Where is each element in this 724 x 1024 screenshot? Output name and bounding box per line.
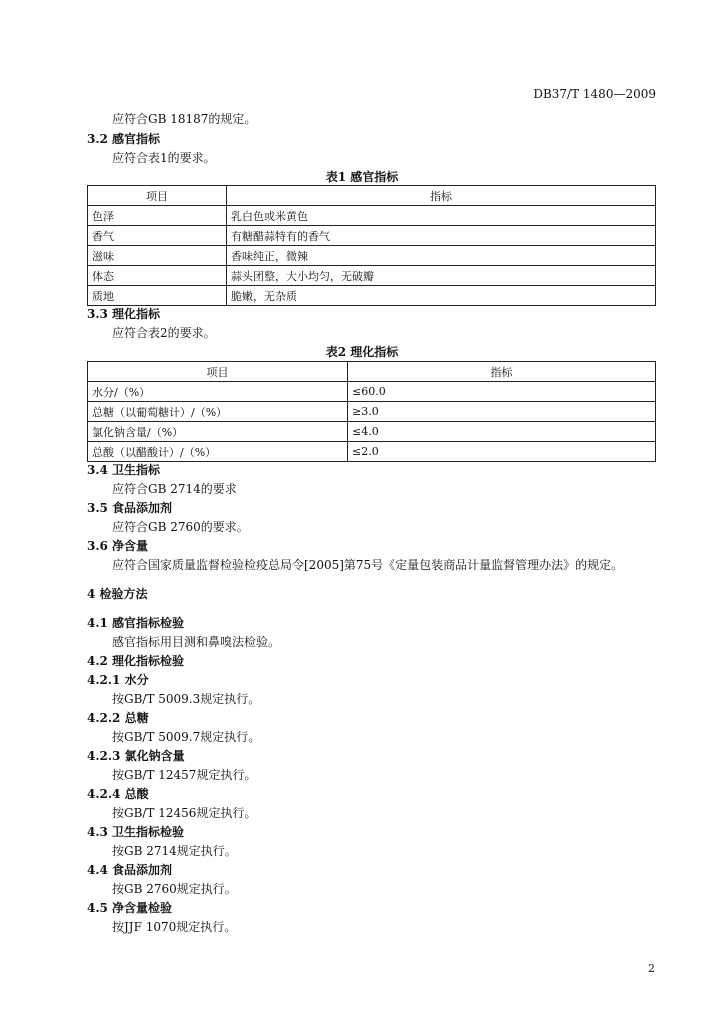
section-heading-3-3: 3.3 理化指标 <box>87 307 161 321</box>
text-line: 按GB/T 12456规定执行。 <box>112 806 257 820</box>
text-line: 按GB/T 12457规定执行。 <box>112 768 257 782</box>
text-line: 按GB/T 5009.3规定执行。 <box>112 692 261 706</box>
text-line: 应符合GB 18187的规定。 <box>112 112 257 126</box>
table-header-cell: 项目 <box>88 186 227 206</box>
table-row <box>88 286 656 306</box>
table-header-cell: 指标 <box>348 362 656 382</box>
text-line: 按GB 2760规定执行。 <box>112 882 237 896</box>
table-cell: 蒜头团整，大小均匀，无破瓣 <box>227 266 656 286</box>
section-heading-4-5: 4.5 净含量检验 <box>87 901 173 915</box>
table-cell: 乳白色或米黄色 <box>227 206 656 226</box>
table-cell: 滋味 <box>88 246 227 266</box>
section-heading-4-2-1: 4.2.1 水分 <box>87 673 149 687</box>
section-heading-4-2-2: 4.2.2 总糖 <box>87 711 149 725</box>
table-cell: 氯化钠含量/（%） <box>88 422 348 442</box>
table-row <box>88 206 656 226</box>
table-row <box>88 382 656 402</box>
page-number: 2 <box>648 962 655 975</box>
table-row <box>88 442 656 462</box>
table-cell: 香味纯正，微辣 <box>227 246 656 266</box>
text-line: 按GB/T 5009.7规定执行。 <box>112 730 261 744</box>
table-row <box>88 266 656 286</box>
text-line: 应符合GB 2714的要求 <box>112 482 237 496</box>
text-line: 应符合国家质量监督检验检疫总局令[2005]第75号《定量包装商品计量监督管理办法》的规定。 <box>112 558 624 572</box>
table-cell: 香气 <box>88 226 227 246</box>
table-cell: 水分/（%） <box>88 382 348 402</box>
table-cell: ≤4.0 <box>348 422 656 442</box>
section-heading-4-2-3: 4.2.3 氯化钠含量 <box>87 749 185 763</box>
section-heading-3-5: 3.5 食品添加剂 <box>87 501 173 515</box>
text-line: 应符合表1的要求。 <box>112 151 216 165</box>
table-cell: 色泽 <box>88 206 227 226</box>
section-heading-4-2: 4.2 理化指标检验 <box>87 654 185 668</box>
table-row <box>88 422 656 442</box>
table-header-row <box>88 362 656 382</box>
text-line: 按JJF 1070规定执行。 <box>112 920 237 934</box>
table-cell: ≥3.0 <box>348 402 656 422</box>
table1 <box>87 185 656 306</box>
section-heading-4-4: 4.4 食品添加剂 <box>87 863 173 877</box>
text-line: 感官指标用目测和鼻嗅法检验。 <box>112 635 281 649</box>
table2-caption: 表2 理化指标 <box>325 345 399 359</box>
table-cell: 质地 <box>88 286 227 306</box>
table1-caption: 表1 感官指标 <box>325 170 399 184</box>
section-heading-4-1: 4.1 感官指标检验 <box>87 616 185 630</box>
table-row <box>88 246 656 266</box>
table-cell: 总糖（以葡萄糖计）/（%） <box>88 402 348 422</box>
section-heading-4-3: 4.3 卫生指标检验 <box>87 825 185 839</box>
table-header-cell: 项目 <box>88 362 348 382</box>
section-heading-3-2: 3.2 感官指标 <box>87 132 161 146</box>
table-row <box>88 226 656 246</box>
table-cell: 总酸（以醋酸计）/（%） <box>88 442 348 462</box>
table-header-cell: 指标 <box>227 186 656 206</box>
section-heading-3-4: 3.4 卫生指标 <box>87 463 161 477</box>
table2 <box>87 361 656 462</box>
text-line: 应符合GB 2760的要求。 <box>112 520 249 534</box>
table-row <box>88 402 656 422</box>
table-cell: 体态 <box>88 266 227 286</box>
table-cell: 脆嫩，无杂质 <box>227 286 656 306</box>
section-heading-4: 4 检验方法 <box>87 587 148 601</box>
section-heading-3-6: 3.6 净含量 <box>87 539 149 553</box>
table-cell: 有糖醋蒜特有的香气 <box>227 226 656 246</box>
table-header-row <box>88 186 656 206</box>
table-cell: ≤2.0 <box>348 442 656 462</box>
text-line: 应符合表2的要求。 <box>112 326 216 340</box>
document-id: DB37/T 1480—2009 <box>533 87 656 101</box>
text-line: 按GB 2714规定执行。 <box>112 844 237 858</box>
section-heading-4-2-4: 4.2.4 总酸 <box>87 787 149 801</box>
table-cell: ≤60.0 <box>348 382 656 402</box>
